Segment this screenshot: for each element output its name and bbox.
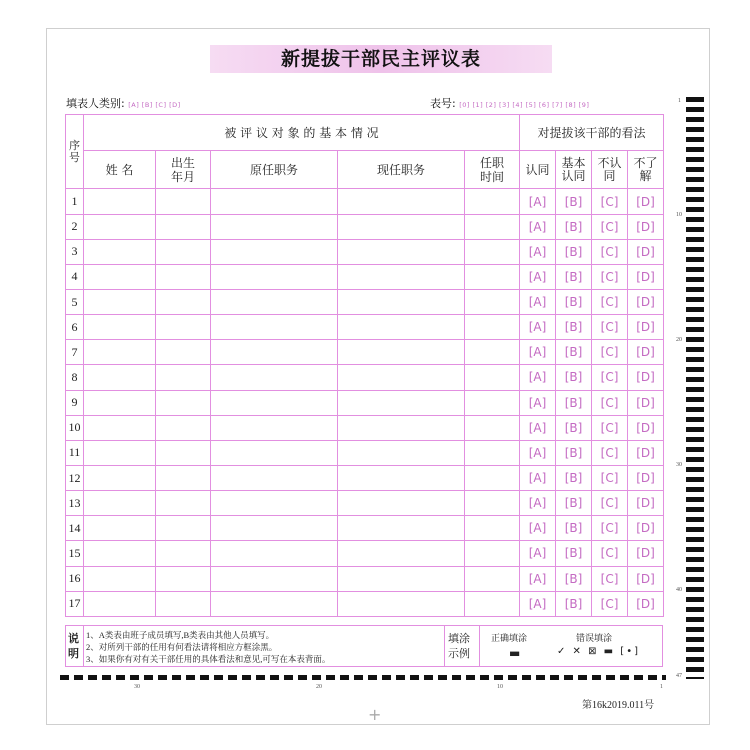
row-number: 3: [66, 239, 84, 264]
seq-header: 序 号: [66, 115, 84, 189]
curr-post-cell[interactable]: [338, 415, 465, 440]
notes-box: [65, 625, 663, 667]
choice-bubble[interactable]: [A]: [520, 390, 556, 415]
bottom-tick: 1: [660, 684, 663, 690]
birth-cell[interactable]: [156, 465, 211, 490]
name-cell[interactable]: [84, 365, 156, 390]
table-row: [66, 340, 664, 365]
tenure-cell[interactable]: [465, 315, 520, 340]
row-number: 16: [66, 566, 84, 591]
tenure-cell[interactable]: [465, 189, 520, 214]
tenure-cell[interactable]: [465, 390, 520, 415]
choice-bubble[interactable]: [C]: [592, 239, 628, 264]
choice-bubble[interactable]: [A]: [520, 290, 556, 315]
choice-bubble[interactable]: [A]: [520, 516, 556, 541]
curr-post-cell[interactable]: [338, 491, 465, 516]
row-number: 5: [66, 290, 84, 315]
name-cell[interactable]: [84, 415, 156, 440]
birth-cell[interactable]: [156, 290, 211, 315]
curr-post-cell[interactable]: [338, 465, 465, 490]
table-row: [66, 214, 664, 239]
orig-post-cell[interactable]: [211, 290, 338, 315]
tenure-cell[interactable]: [465, 566, 520, 591]
curr-post-cell[interactable]: [338, 591, 465, 616]
choice-bubble[interactable]: [A]: [520, 264, 556, 289]
orig-post-cell[interactable]: [211, 365, 338, 390]
note-line: 1、A类表由班子成员填写,B类表由其他人员填写。: [86, 630, 275, 640]
side-tick: 30: [676, 462, 682, 468]
birth-cell[interactable]: [156, 415, 211, 440]
tenure-cell[interactable]: [465, 214, 520, 239]
choice-bubble[interactable]: [C]: [592, 315, 628, 340]
choice-bubble[interactable]: [D]: [628, 340, 664, 365]
side-tick: 47: [676, 673, 682, 679]
choice-bubble[interactable]: [C]: [592, 264, 628, 289]
table-row: [66, 264, 664, 289]
choice-bubble[interactable]: [C]: [592, 541, 628, 566]
orig-post-cell[interactable]: [211, 440, 338, 465]
choice-bubble[interactable]: [B]: [556, 415, 592, 440]
table-row: [66, 566, 664, 591]
choice-bubble[interactable]: [C]: [592, 365, 628, 390]
row-number: 9: [66, 390, 84, 415]
tenure-cell[interactable]: [465, 591, 520, 616]
evaluation-table: [65, 114, 664, 617]
choice-bubble[interactable]: [A]: [520, 541, 556, 566]
name-cell[interactable]: [84, 566, 156, 591]
col-agree: 认同: [520, 151, 556, 189]
row-number: 17: [66, 591, 84, 616]
choice-bubble[interactable]: [D]: [628, 239, 664, 264]
birth-cell[interactable]: [156, 591, 211, 616]
timing-mark-strip-side: [686, 97, 704, 679]
table-row: [66, 189, 664, 214]
birth-cell[interactable]: [156, 315, 211, 340]
choice-bubble[interactable]: [B]: [556, 390, 592, 415]
row-number: 7: [66, 340, 84, 365]
orig-post-cell[interactable]: [211, 264, 338, 289]
correct-fill-label: 正确填涂: [491, 634, 528, 644]
row-number: 14: [66, 516, 84, 541]
col-curr-post: 现任职务: [338, 151, 465, 189]
form-serial-number: 第16k2019.011号: [582, 700, 655, 711]
correct-fill-mark: ▬: [509, 646, 521, 660]
name-cell[interactable]: [84, 516, 156, 541]
choice-bubble[interactable]: [A]: [520, 315, 556, 340]
table-row: [66, 465, 664, 490]
tenure-cell[interactable]: [465, 365, 520, 390]
form-number-label: 表号:: [430, 97, 456, 110]
choice-bubble[interactable]: [D]: [628, 390, 664, 415]
choice-bubble[interactable]: [A]: [520, 591, 556, 616]
curr-post-cell[interactable]: [338, 214, 465, 239]
orig-post-cell[interactable]: [211, 541, 338, 566]
col-tenure: 任职 时间: [465, 151, 520, 189]
row-number: 12: [66, 465, 84, 490]
table-row: [66, 390, 664, 415]
side-tick: 20: [676, 337, 682, 343]
birth-cell[interactable]: [156, 214, 211, 239]
table-row: [66, 491, 664, 516]
choice-bubble[interactable]: [B]: [556, 239, 592, 264]
choice-bubble[interactable]: [C]: [592, 189, 628, 214]
side-tick: 40: [676, 587, 682, 593]
side-tick: 10: [676, 212, 682, 218]
orig-post-cell[interactable]: [211, 566, 338, 591]
birth-cell[interactable]: [156, 340, 211, 365]
choice-bubble[interactable]: [B]: [556, 365, 592, 390]
birth-cell[interactable]: [156, 189, 211, 214]
name-cell[interactable]: [84, 440, 156, 465]
name-cell[interactable]: [84, 465, 156, 490]
filler-type: [66, 95, 181, 111]
choice-bubble[interactable]: [D]: [628, 365, 664, 390]
choice-bubble[interactable]: [B]: [556, 591, 592, 616]
orig-post-cell[interactable]: [211, 189, 338, 214]
choice-bubble[interactable]: [A]: [520, 440, 556, 465]
orig-post-cell[interactable]: [211, 340, 338, 365]
choice-bubble[interactable]: [D]: [628, 415, 664, 440]
bottom-tick: 30: [134, 684, 140, 690]
wrong-fill-marks: ✓ ✕ ⊠ ▬ [•]: [557, 646, 641, 657]
birth-cell[interactable]: [156, 440, 211, 465]
row-number: 13: [66, 491, 84, 516]
choice-bubble[interactable]: [C]: [592, 390, 628, 415]
orig-post-cell[interactable]: [211, 491, 338, 516]
curr-post-cell[interactable]: [338, 541, 465, 566]
name-cell[interactable]: [84, 290, 156, 315]
choice-bubble[interactable]: [D]: [628, 290, 664, 315]
choice-bubble[interactable]: [C]: [592, 566, 628, 591]
choice-bubble[interactable]: [B]: [556, 566, 592, 591]
choice-bubble[interactable]: [D]: [628, 541, 664, 566]
table-row: [66, 315, 664, 340]
table-row: [66, 541, 664, 566]
choice-bubble[interactable]: [A]: [520, 491, 556, 516]
birth-cell[interactable]: [156, 365, 211, 390]
curr-post-cell[interactable]: [338, 566, 465, 591]
choice-bubble[interactable]: [D]: [628, 189, 664, 214]
name-cell[interactable]: [84, 591, 156, 616]
row-number: 1: [66, 189, 84, 214]
table-row: [66, 440, 664, 465]
birth-cell[interactable]: [156, 541, 211, 566]
orig-post-cell[interactable]: [211, 516, 338, 541]
curr-post-cell[interactable]: [338, 340, 465, 365]
choice-bubble[interactable]: [B]: [556, 516, 592, 541]
curr-post-cell[interactable]: [338, 264, 465, 289]
timing-mark-strip-bottom: [60, 675, 666, 680]
name-cell[interactable]: [84, 264, 156, 289]
name-cell[interactable]: [84, 491, 156, 516]
tenure-cell[interactable]: [465, 516, 520, 541]
row-number: 10: [66, 415, 84, 440]
table-row: [66, 591, 664, 616]
form-number: [430, 95, 589, 111]
choice-bubble[interactable]: [B]: [556, 290, 592, 315]
choice-bubble[interactable]: [B]: [556, 340, 592, 365]
curr-post-cell[interactable]: [338, 239, 465, 264]
row-number: 11: [66, 440, 84, 465]
name-cell[interactable]: [84, 189, 156, 214]
orig-post-cell[interactable]: [211, 465, 338, 490]
choice-bubble[interactable]: [C]: [592, 516, 628, 541]
tenure-cell[interactable]: [465, 415, 520, 440]
tenure-cell[interactable]: [465, 239, 520, 264]
col-name: 姓 名: [84, 151, 156, 189]
curr-post-cell[interactable]: [338, 315, 465, 340]
birth-cell[interactable]: [156, 390, 211, 415]
birth-cell[interactable]: [156, 566, 211, 591]
choice-bubble[interactable]: [B]: [556, 264, 592, 289]
orig-post-cell[interactable]: [211, 214, 338, 239]
choice-bubble[interactable]: [A]: [520, 340, 556, 365]
choice-bubble[interactable]: [D]: [628, 440, 664, 465]
filler-type-label: 填表人类别:: [66, 97, 125, 110]
choice-bubble[interactable]: [B]: [556, 440, 592, 465]
birth-cell[interactable]: [156, 239, 211, 264]
orig-post-cell[interactable]: [211, 390, 338, 415]
name-cell[interactable]: [84, 315, 156, 340]
choice-bubble[interactable]: [D]: [628, 516, 664, 541]
tenure-cell[interactable]: [465, 491, 520, 516]
tenure-cell[interactable]: [465, 290, 520, 315]
registration-crosshair-icon: +: [368, 705, 382, 724]
choice-bubble[interactable]: [C]: [592, 415, 628, 440]
orig-post-cell[interactable]: [211, 415, 338, 440]
choice-bubble[interactable]: [B]: [556, 189, 592, 214]
choice-bubble[interactable]: [C]: [592, 465, 628, 490]
name-cell[interactable]: [84, 340, 156, 365]
row-number: 15: [66, 541, 84, 566]
row-number: 8: [66, 365, 84, 390]
choice-bubble[interactable]: [A]: [520, 239, 556, 264]
choice-bubble[interactable]: [C]: [592, 290, 628, 315]
bottom-tick: 20: [316, 684, 322, 690]
choice-bubble[interactable]: [A]: [520, 566, 556, 591]
tenure-cell[interactable]: [465, 440, 520, 465]
orig-post-cell[interactable]: [211, 239, 338, 264]
curr-post-cell[interactable]: [338, 390, 465, 415]
tenure-cell[interactable]: [465, 541, 520, 566]
choice-bubble[interactable]: [B]: [556, 315, 592, 340]
choice-bubble[interactable]: [B]: [556, 541, 592, 566]
name-cell[interactable]: [84, 541, 156, 566]
col-disagree: 不认 同: [592, 151, 628, 189]
choice-bubble[interactable]: [A]: [520, 214, 556, 239]
choice-bubble[interactable]: [A]: [520, 415, 556, 440]
choice-bubble[interactable]: [D]: [628, 264, 664, 289]
col-birth: 出生 年月: [156, 151, 211, 189]
table-row: [66, 516, 664, 541]
choice-bubble[interactable]: [D]: [628, 491, 664, 516]
curr-post-cell[interactable]: [338, 290, 465, 315]
wrong-fill-label: 错误填涂: [576, 634, 613, 644]
name-cell[interactable]: [84, 214, 156, 239]
choice-bubble[interactable]: [D]: [628, 465, 664, 490]
basic-info-header: 被 评 议 对 象 的 基 本 情 况: [84, 115, 520, 151]
name-cell[interactable]: [84, 239, 156, 264]
col-basic-agree: 基本 认同: [556, 151, 592, 189]
form-number-options[interactable]: [0] [1] [2] [3] [4] [5] [6] [7] [8] [9]: [459, 101, 590, 109]
name-cell[interactable]: [84, 390, 156, 415]
choice-bubble[interactable]: [A]: [520, 365, 556, 390]
filler-type-options[interactable]: [A] [B] [C] [D]: [128, 101, 181, 109]
choice-bubble[interactable]: [A]: [520, 189, 556, 214]
choice-bubble[interactable]: [B]: [556, 465, 592, 490]
note-line: 2、对所列干部的任用有何看法请将相应方框涂黑。: [86, 642, 278, 652]
birth-cell[interactable]: [156, 491, 211, 516]
choice-bubble[interactable]: [D]: [628, 214, 664, 239]
choice-bubble[interactable]: [D]: [628, 591, 664, 616]
curr-post-cell[interactable]: [338, 440, 465, 465]
curr-post-cell[interactable]: [338, 189, 465, 214]
choice-bubble[interactable]: [C]: [592, 214, 628, 239]
form-title: 新提拔干部民主评议表: [210, 45, 552, 73]
side-tick: 1: [678, 98, 681, 104]
note-line: 3、如果你有对有关干部任用的具体看法和意见,可写在本表背面。: [86, 654, 331, 664]
choice-bubble[interactable]: [B]: [556, 214, 592, 239]
table-row: [66, 290, 664, 315]
col-unknown: 不了 解: [628, 151, 664, 189]
curr-post-cell[interactable]: [338, 365, 465, 390]
choice-bubble[interactable]: [C]: [592, 440, 628, 465]
notes-lines: [86, 629, 330, 665]
curr-post-cell[interactable]: [338, 516, 465, 541]
notes-label: 说 明: [68, 632, 79, 660]
row-number: 4: [66, 264, 84, 289]
birth-cell[interactable]: [156, 516, 211, 541]
table-row: [66, 365, 664, 390]
orig-post-cell[interactable]: [211, 591, 338, 616]
row-number: 2: [66, 214, 84, 239]
tenure-cell[interactable]: [465, 264, 520, 289]
example-label: 填涂 示例: [448, 632, 470, 660]
choice-bubble[interactable]: [D]: [628, 315, 664, 340]
table-row: [66, 415, 664, 440]
choice-bubble[interactable]: [D]: [628, 566, 664, 591]
choice-bubble[interactable]: [C]: [592, 491, 628, 516]
orig-post-cell[interactable]: [211, 315, 338, 340]
tenure-cell[interactable]: [465, 465, 520, 490]
birth-cell[interactable]: [156, 264, 211, 289]
bottom-tick: 10: [497, 684, 503, 690]
table-row: [66, 239, 664, 264]
choice-bubble[interactable]: [B]: [556, 491, 592, 516]
col-orig-post: 原任职务: [211, 151, 338, 189]
tenure-cell[interactable]: [465, 340, 520, 365]
choice-bubble[interactable]: [C]: [592, 340, 628, 365]
row-number: 6: [66, 315, 84, 340]
opinion-header: 对提拔该干部的看法: [520, 115, 664, 151]
choice-bubble[interactable]: [C]: [592, 591, 628, 616]
choice-bubble[interactable]: [A]: [520, 465, 556, 490]
